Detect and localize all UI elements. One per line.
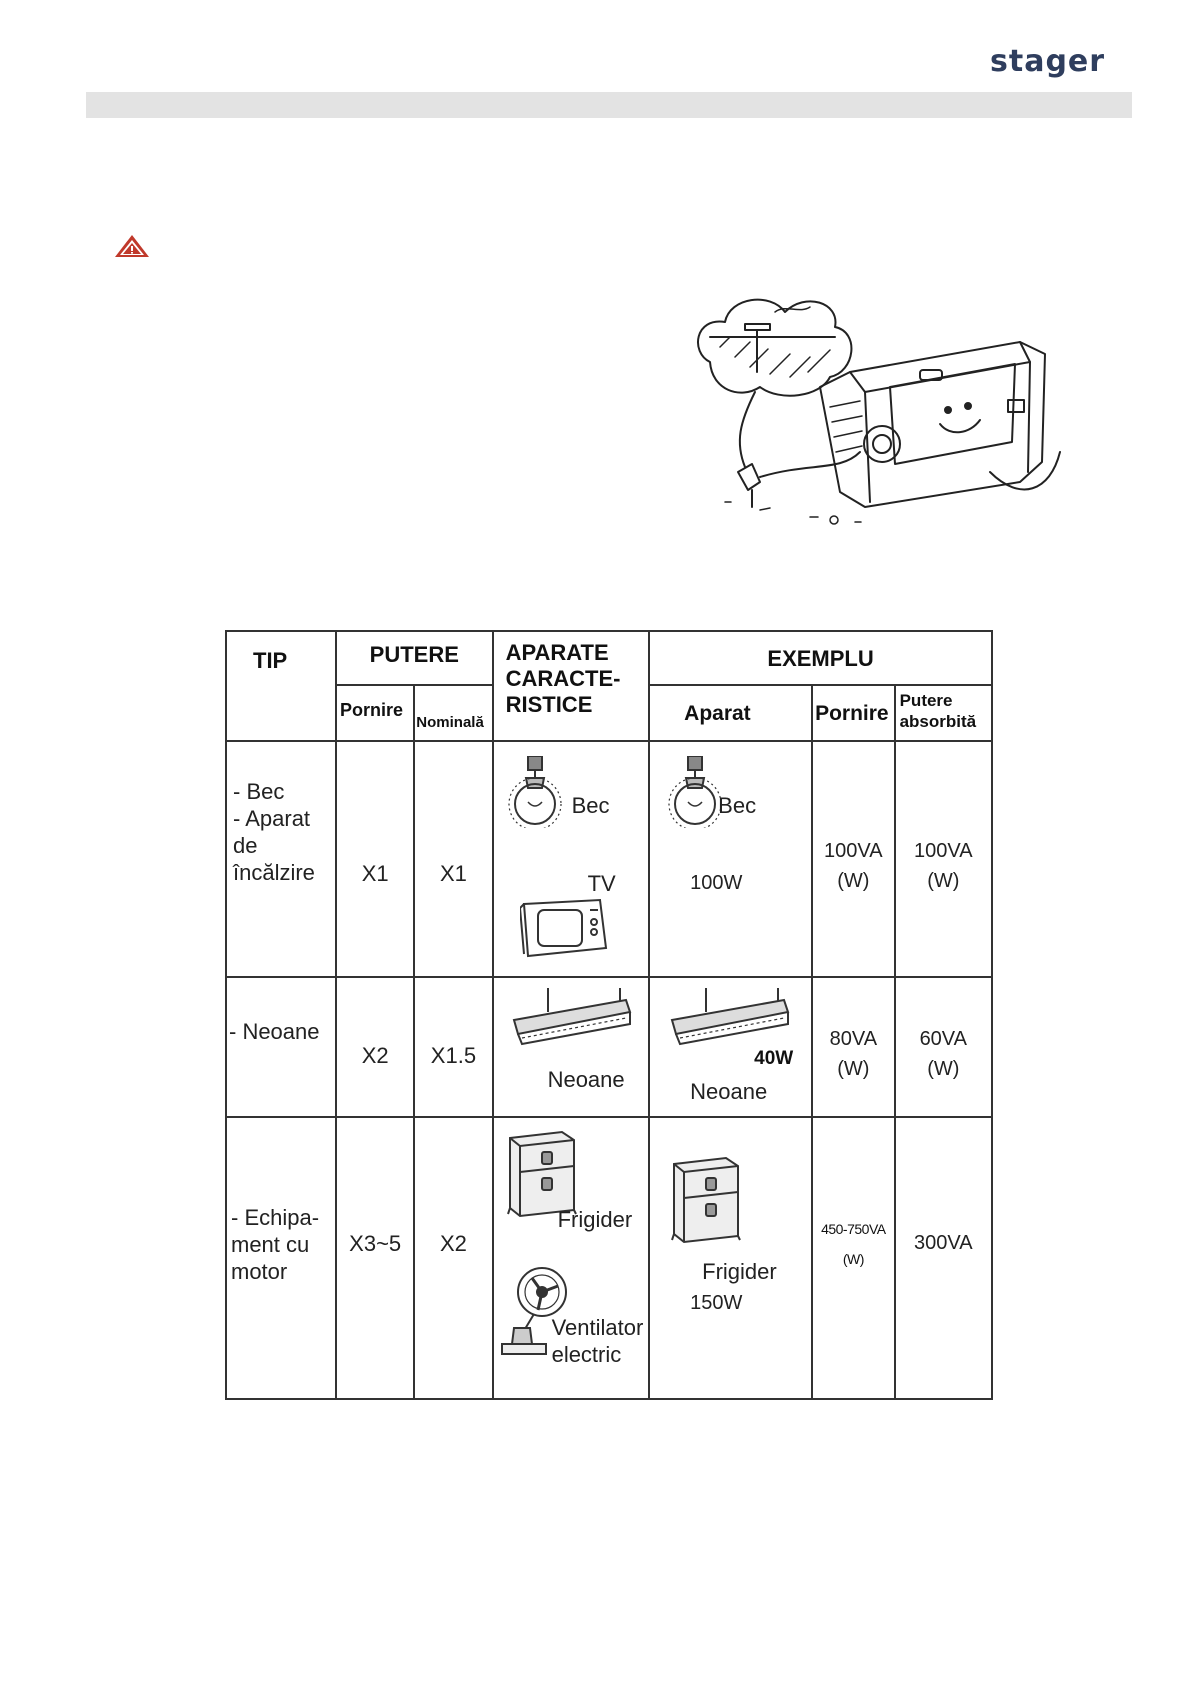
header-bar: [86, 92, 1132, 118]
row2-pornire: [336, 977, 414, 1117]
header-absorbita-line2: absorbită: [899, 712, 977, 731]
row1-ex-pornire-unit: (W): [837, 870, 870, 892]
header-exemplu-label: EXEMPLU: [767, 646, 874, 671]
header-aparate-line3: RISTICE: [505, 692, 593, 717]
row3-tip-line: - Echipa-: [231, 1205, 320, 1230]
row1-aparat-bulb-label: Bec: [718, 793, 757, 818]
row1-tip: [226, 741, 336, 977]
row1-ex-pornire: [812, 741, 895, 977]
row3-aparate-fan-label: Ventilator: [551, 1315, 644, 1340]
row1-pornire: [336, 741, 414, 977]
table-row: [226, 1117, 992, 1399]
row2-aparat: [649, 977, 812, 1117]
row1-tip-line: de: [233, 833, 258, 858]
row1-nominala-value: X1: [439, 861, 467, 886]
row3-aparate: [493, 1117, 650, 1399]
row1-aparate-tv-label: TV: [587, 871, 616, 896]
header-nominala-label: Nominală: [416, 714, 484, 731]
header-nominala: [414, 685, 492, 741]
row3-aparate-fan-label2: electric: [551, 1342, 622, 1367]
row3-nominala-value: X2: [439, 1231, 467, 1256]
header-aparate-line2: CARACTE-: [505, 666, 621, 691]
row3-absorbita: [895, 1117, 992, 1399]
brand-logo: stager: [990, 44, 1106, 79]
row3-ex-pornire-unit: (W): [842, 1251, 864, 1267]
row3-nominala: [414, 1117, 492, 1399]
row2-nominala: [414, 977, 492, 1117]
row2-absorbita-value: 60VA: [919, 1028, 968, 1050]
row2-absorbita-unit: (W): [927, 1058, 960, 1080]
row3-aparat-fridge-label: Frigider: [702, 1259, 777, 1284]
row1-absorbita-value: 100VA: [914, 840, 973, 862]
fluorescent-lamp-icon: [508, 986, 632, 1050]
header-ex-pornire: [812, 685, 895, 741]
row1-aparat: [649, 741, 812, 977]
light-bulb-icon: [506, 756, 564, 828]
row2-aparat-neon-label: Neoane: [690, 1079, 768, 1104]
header-aparate: [493, 631, 650, 741]
row3-aparat-watt-label: 150W: [690, 1292, 743, 1314]
row2-tip-line: - Neoane: [229, 1019, 320, 1044]
header-aparat-label: Aparat: [684, 702, 751, 725]
header-exemplu: [649, 631, 992, 685]
row2-ex-pornire-unit: (W): [837, 1058, 870, 1080]
row3-tip-line: motor: [231, 1259, 288, 1284]
row3-tip-line: ment cu: [231, 1232, 310, 1257]
power-requirements-table: [225, 630, 993, 1400]
header-tip: [226, 631, 336, 741]
row3-tip: [226, 1117, 336, 1399]
row2-aparate: [493, 977, 650, 1117]
light-bulb-icon: [666, 756, 724, 828]
header-ex-pornire-label: Pornire: [815, 702, 889, 725]
row1-absorbita: [895, 741, 992, 977]
row1-aparate-bulb-label: Bec: [571, 793, 610, 818]
header-putere-label: PUTERE: [369, 642, 459, 667]
row2-tip: [226, 977, 336, 1117]
row2-pornire-value: X2: [361, 1043, 389, 1068]
row1-tip-line: încălzire: [233, 860, 315, 885]
row1-aparate: [493, 741, 650, 977]
row2-nominala-value: X1.5: [430, 1043, 477, 1068]
header-pornire: [336, 685, 414, 741]
row2-aparat-watt-label: 40W: [754, 1048, 794, 1069]
table-row: [226, 977, 992, 1117]
header-pornire-label: Pornire: [340, 700, 404, 720]
row3-pornire-value: X3~5: [349, 1231, 402, 1256]
row2-ex-pornire-value: 80VA: [829, 1028, 878, 1050]
row1-aparat-watt-label: 100W: [690, 872, 743, 894]
table-row: [226, 741, 992, 977]
row3-ex-pornire-value: 450-750VA: [821, 1221, 886, 1237]
tv-icon: [520, 896, 610, 960]
row1-absorbita-unit: (W): [927, 870, 960, 892]
row1-tip-line: - Aparat: [233, 806, 311, 831]
warning-triangle-icon: [114, 234, 150, 258]
row1-pornire-value: X1: [361, 861, 389, 886]
row3-absorbita-value: 300VA: [914, 1232, 973, 1254]
header-putere: [336, 631, 493, 685]
row3-pornire: [336, 1117, 414, 1399]
row3-ex-pornire: [812, 1117, 895, 1399]
generator-grounding-illustration: [690, 292, 1075, 554]
fridge-icon: [504, 1128, 580, 1218]
header-tip-label: TIP: [253, 648, 288, 673]
row1-tip-line: - Bec: [233, 779, 285, 804]
header-aparate-line1: APARATE: [505, 640, 609, 665]
row2-ex-pornire: [812, 977, 895, 1117]
row1-nominala: [414, 741, 492, 977]
fluorescent-lamp-icon: [666, 986, 790, 1050]
row1-ex-pornire-value: 100VA: [824, 840, 883, 862]
row3-aparat: [649, 1117, 812, 1399]
fridge-icon: [668, 1154, 744, 1244]
header-putere-absorbita: [895, 685, 992, 741]
header-absorbita-line1: Putere: [899, 691, 953, 710]
row2-absorbita: [895, 977, 992, 1117]
header-aparat: [649, 685, 812, 741]
row3-aparate-fridge-label: Frigider: [557, 1207, 633, 1232]
row2-aparate-neon-label: Neoane: [547, 1067, 625, 1092]
